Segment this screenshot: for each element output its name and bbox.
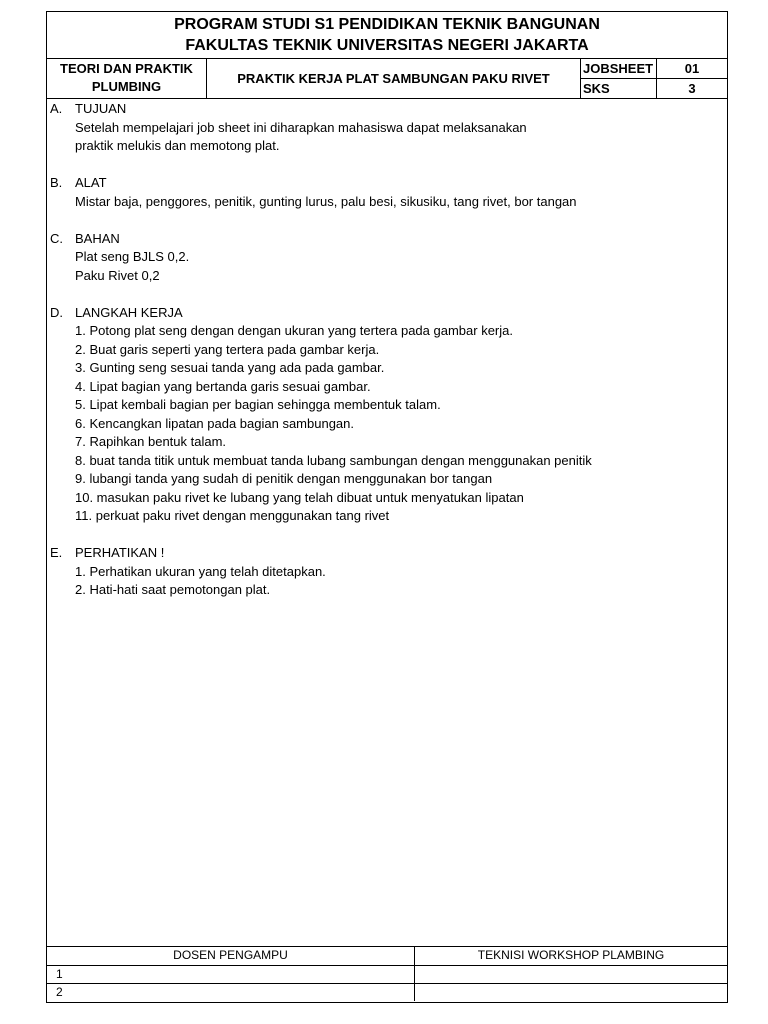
jobsheet-body [47, 100, 727, 618]
step-item: 9. lubangi tanda yang sudah di penitik dengan menggunakan bor tangan [75, 471, 493, 486]
practice-title: PRAKTIK KERJA PLAT SAMBUNGAN PAKU RIVET [237, 71, 550, 86]
section-heading: ALAT [75, 175, 107, 190]
jobsheet-row [581, 59, 727, 78]
section-letter: D. [50, 304, 63, 320]
signature-row [47, 965, 727, 983]
signature-row-number: 2 [47, 984, 415, 1001]
section-line: 1. Perhatikan ukuran yang telah ditetapkan. [75, 563, 326, 579]
practice-title-cell [207, 59, 581, 98]
section-letter: C. [50, 230, 63, 246]
step-item: 6. Kencangkan lipatan pada bagian sambungan. [75, 415, 354, 431]
course-name-cell [47, 59, 207, 98]
technician-signature-cell [415, 984, 727, 1001]
section-bahan [47, 230, 727, 286]
step-item: 2. Buat garis seperti yang tertera pada gambar kerja. [75, 341, 380, 357]
signature-row-number: 1 [47, 966, 415, 983]
section-heading: BAHAN [75, 230, 120, 246]
section-letter: E. [50, 545, 63, 560]
step-item: 8. buat tanda titik untuk membuat tanda lubang sambungan dengan menggunakan penitik [75, 452, 592, 468]
course-name-line1: TEORI DAN PRAKTIK [60, 61, 193, 76]
step-item: 7. Rapihkan bentuk talam. [75, 434, 227, 449]
sks-label: SKS [581, 79, 657, 98]
section-heading: LANGKAH KERJA [75, 304, 183, 320]
section-letter: B. [50, 175, 63, 190]
lecturer-label: DOSEN PENGAMPU [47, 947, 415, 965]
jobsheet-value: 01 [684, 61, 700, 76]
section-heading: TUJUAN [75, 101, 127, 116]
faculty-title: FAKULTAS TEKNIK UNIVERSITAS NEGERI JAKARTA [185, 37, 589, 54]
sks-row [581, 78, 727, 98]
technician-label: TEKNISI WORKSHOP PLAMBING [477, 948, 665, 962]
step-item: 11. perkuat paku rivet dengan menggunakan tang rivet [75, 508, 390, 523]
signature-row [47, 983, 727, 1001]
section-perhatikan [47, 544, 727, 600]
section-langkah-kerja [47, 304, 727, 526]
section-line: Mistar baja, penggores, penitik, gunting lurus, palu besi, sikusiku, tang rivet, bor tangan [75, 193, 577, 209]
jobsheet-label: JOBSHEET [581, 59, 657, 78]
step-item: 3. Gunting seng sesuai tanda yang ada pada gambar. [75, 360, 385, 375]
program-title: PROGRAM STUDI S1 PENDIDIKAN TEKNIK BANGUNAN [174, 16, 600, 33]
technician-signature-cell [415, 966, 727, 983]
institution-header [47, 12, 727, 59]
sks-value: 3 [688, 81, 696, 96]
section-heading: PERHATIKAN ! [75, 545, 165, 560]
jobsheet-document [46, 11, 728, 1003]
course-name-line2: PLUMBING [91, 79, 162, 94]
step-item: 5. Lipat kembali bagian per bagian sehingga membentuk talam. [75, 397, 441, 412]
step-item: 4. Lipat bagian yang bertanda garis sesuai gambar. [75, 378, 371, 394]
section-line: praktik melukis dan memotong plat. [75, 138, 280, 153]
section-alat [47, 174, 727, 211]
section-line: 2. Hati-hati saat pemotongan plat. [75, 582, 271, 597]
section-tujuan [47, 100, 727, 156]
step-item: 1. Potong plat seng dengan dengan ukuran yang tertera pada gambar kerja. [75, 323, 513, 338]
signature-table [47, 946, 727, 1002]
section-line: Plat seng BJLS 0,2. [75, 249, 190, 264]
section-line: Setelah mempelajari job sheet ini diharapkan mahasiswa dapat melaksanakan [75, 119, 527, 135]
step-item: 10. masukan paku rivet ke lubang yang telah dibuat untuk menyatukan lipatan [75, 489, 524, 505]
section-letter: A. [50, 101, 63, 116]
section-line: Paku Rivet 0,2 [75, 267, 160, 283]
signature-header-row [47, 947, 727, 965]
course-info-row [47, 59, 727, 99]
jobsheet-meta [581, 59, 727, 98]
